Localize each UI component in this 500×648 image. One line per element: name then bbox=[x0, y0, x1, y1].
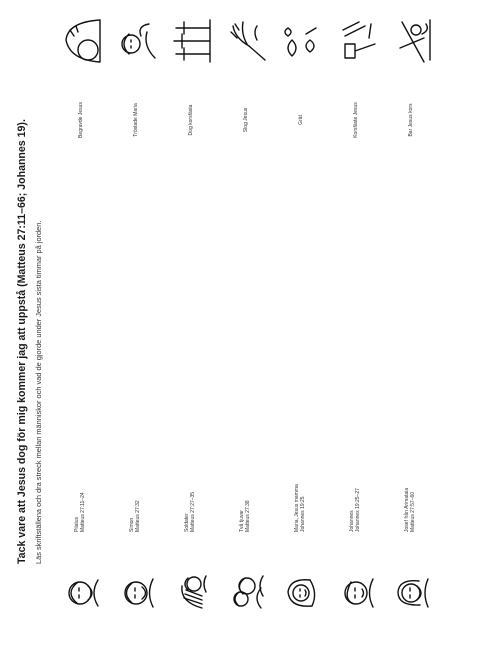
joseph-portrait-icon bbox=[392, 574, 430, 612]
person-item bbox=[282, 442, 322, 612]
person-reference: Matteus 27:38 bbox=[245, 500, 251, 532]
simon-portrait-icon bbox=[117, 574, 155, 612]
person-name: Pilatus bbox=[74, 516, 80, 532]
action-label: Grät bbox=[298, 115, 304, 125]
person-reference: Johannes 19:25–27 bbox=[355, 488, 361, 532]
person-reference: Matteus 27:32 bbox=[135, 500, 141, 532]
whip-icon bbox=[225, 16, 269, 66]
hammer-nails-icon bbox=[335, 16, 379, 66]
person-name: Soldater bbox=[184, 513, 190, 532]
carrying-cross-icon bbox=[390, 16, 434, 66]
action-label: Dog korsfästa bbox=[188, 104, 194, 136]
person-reference: Johannes 19:25 bbox=[300, 496, 306, 532]
person-reference: Matteus 27:57–60 bbox=[410, 491, 416, 532]
three-crosses-icon bbox=[170, 16, 214, 66]
action-label: Korsfäste Jesus bbox=[353, 102, 359, 138]
action-item bbox=[335, 0, 379, 148]
john-portrait-icon bbox=[337, 574, 375, 612]
action-item bbox=[60, 0, 104, 148]
tears-icon bbox=[280, 16, 324, 66]
soldiers-icon bbox=[172, 574, 210, 612]
mary-portrait-icon bbox=[282, 574, 320, 612]
person-item bbox=[392, 442, 432, 612]
person-name: Johannes bbox=[349, 510, 355, 532]
two-thieves-icon bbox=[227, 574, 265, 612]
action-label: Tröstade Maria bbox=[133, 103, 139, 137]
worksheet-title: Tack vare att Jesus dog för mig kommer jag att uppstå (Matteus 27:11–66; Johannes 19). bbox=[16, 119, 28, 564]
person-item bbox=[337, 442, 377, 612]
action-item bbox=[115, 0, 159, 148]
person-name: Maria, Jesus mamma bbox=[294, 484, 300, 532]
action-label: Begravde Jesus bbox=[78, 102, 84, 138]
action-item bbox=[280, 0, 324, 148]
person-reference: Matteus 27:27–35 bbox=[190, 491, 196, 532]
pilate-portrait-icon bbox=[62, 574, 100, 612]
tomb-icon bbox=[60, 16, 104, 66]
person-item bbox=[172, 442, 212, 612]
comforting-icon bbox=[115, 16, 159, 66]
person-item bbox=[117, 442, 157, 612]
person-name: Simon bbox=[129, 517, 135, 532]
person-item bbox=[62, 442, 102, 612]
action-item bbox=[225, 0, 269, 148]
person-item bbox=[227, 442, 267, 612]
person-name: Två tjuvar bbox=[239, 510, 245, 532]
action-item bbox=[170, 0, 214, 148]
action-item bbox=[390, 0, 434, 148]
worksheet-instruction: Läs skriftställena och dra streck mellan människor och vad de gjorde under Jesus sista timmar på jorden. bbox=[34, 220, 43, 564]
action-label: Bar Jesus kors bbox=[408, 103, 414, 137]
person-reference: Matteus 27:11–24 bbox=[80, 492, 86, 532]
person-name: Josef från Arimataia bbox=[404, 487, 410, 532]
action-label: Slog Jesus bbox=[243, 107, 249, 133]
